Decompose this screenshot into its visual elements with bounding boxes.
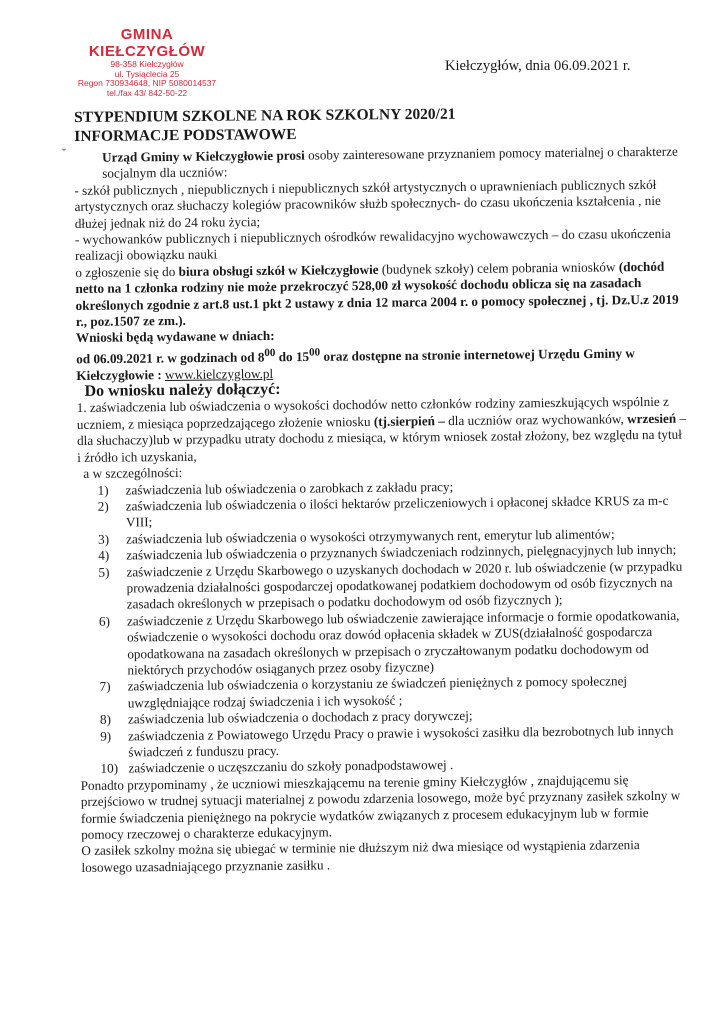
item-number: 7): [99, 679, 111, 695]
margin-mark: ˇ: [62, 146, 66, 160]
municipality-stamp: [62, 26, 232, 98]
item-text: zaświadczenia lub oświadczenia o korzystaniu ze świadczeń pieniężnych z pomocy społecznej uwzględniające rodzaj świadczenia i ich wysokość ;: [127, 673, 628, 711]
attach-text-e: – dla słuchaczy)lub w przypadku utraty dochodu z miesiąca, w którym wniosek został złożony, bez względu na tytuł i źródło ich uzyskania,: [76, 410, 687, 465]
item-text: zaświadczenia lub oświadczenia o ilości hektarów przeliczeniowych i opłaconej składce KRUS za m-c VIII;: [125, 492, 669, 530]
attach-text-c: dla uczniów oraz wychowanków,: [444, 411, 628, 429]
item-text: zaświadczenia lub oświadczenia o przyznanych świadczeniach rodzinnych, pielęgnacyjnych lub innych;: [126, 541, 677, 563]
item-number: 4): [98, 547, 110, 563]
issue-sup-1: 00: [264, 346, 276, 359]
attachments-list: [77, 476, 690, 778]
title-line-1: STYPENDIUM SZKOLNE NA ROK SZKOLNY 2020/21: [74, 105, 456, 126]
item-text: zaświadczenia lub oświadczenia o zarobkach z zakładu pracy;: [125, 478, 454, 497]
item-number: 2): [97, 498, 109, 514]
document-title: [74, 105, 456, 146]
title-line-2: INFORMACJE PODSTAWOWE: [74, 126, 297, 145]
attach-august: (tj.sierpień –: [373, 413, 445, 429]
intro-bullet-2: - wychowanków publicznych i niepublicznych ośrodków rewalidacyjno wychowawczych – do czasu ukończenia realizacji obowiązku nauki: [74, 225, 671, 264]
item-text: zaświadczenia lub oświadczenia o wysokości otrzymywanych rent, emerytur lub alimentów;: [125, 526, 615, 547]
closing-paragraph-1: Ponadto przypominamy , że uczniowi mieszkającemu na terenie gminy Kiełczygłów , znajdującemu się przejściowo w trudnej sytuacji materialnej z powodu zdarzenia losowego, może być przyznany zasiłek szkolny w formie świadczenia pieniężnego na pokrycie wydatków związanych z procesem edukacyjnym lub w formie pomocy rzeczowej o charakterze edukacyjnym.: [80, 772, 681, 843]
item-number: 1): [97, 482, 109, 498]
submit-office: biura obsługi szkół w Kiełczygłowie: [178, 261, 379, 279]
closing-paragraph-2: O zasiłek szkolny można się ubiegać w terminie nie dłuższym niż dwa miesiące od wystąpienia zdarzenia losowego uzasadniającego przyznanie zasiłku .: [81, 837, 640, 875]
intro-bullet-1: - szkół publicznych , niepublicznych i niepublicznych szkół artystycznych o uprawnieniach publicznych szkół artystycznych oraz słuchaczy kolegiów pracowników służb społecznych- do czasu ukończenia kształcenia , nie dłużej jednak niż do 24 roku życia;: [74, 176, 661, 231]
issue-text-2: do 15: [275, 348, 310, 365]
submit-text-2: (budynek szkoły) celem pobrania wniosków: [378, 259, 619, 277]
issue-sup-2: 00: [308, 346, 321, 359]
stamp-street: ul. Tysiąclecia 25: [114, 68, 180, 79]
intro-text: osoby zainteresowane przyznaniem pomocy materialnej o charakterze socjalnym dla uczniów:: [102, 143, 678, 182]
website-link[interactable]: www.kielczyglow.pl: [164, 365, 274, 382]
submit-paragraph: [75, 258, 686, 330]
list-item: [78, 558, 688, 614]
submit-text-1: o zgłoszenie się do: [75, 263, 179, 280]
attach-text-a: 1. zaświadczenia lub oświadczenia o wysokości dochodów netto członków rodziny zamieszkujących wspólnie z uczniem, z miesiąca poprzedzającego złożenie wniosku: [76, 394, 669, 432]
item-number: 10): [100, 760, 119, 777]
stamp-org: GMINA KIEŁCZYGŁÓW: [88, 26, 206, 60]
intro-bold: Urząd Gminy w Kiełczygłowie prosi: [101, 147, 305, 165]
issue-text-1: od 06.09.2021 r. w godzinach od 8: [76, 349, 265, 367]
item-number: 5): [98, 564, 110, 580]
item-text: zaświadczenia lub oświadczenia o dochodach z pracy dorywczej;: [127, 708, 473, 727]
document-date: Kiełczygłów, dnia 06.09.2021 r.: [445, 58, 631, 74]
stamp-regon: Regon 730934648, NIP 5080014537: [77, 78, 217, 88]
list-item: [79, 607, 690, 679]
item-text: zaświadczenia z Powiatowego Urzędu Pracy o prawie i wysokości zasiłku dla bezrobotnych lub innych świadczeń z funduszu pracy.: [128, 722, 674, 760]
attach-september: wrzesień: [627, 410, 677, 427]
item-number: 8): [99, 711, 112, 727]
attachments-heading: Do wniosku należy dołączyć:: [84, 380, 281, 400]
stamp-postcode: 98-358 Kiełczygłów: [110, 59, 184, 69]
item-text: zaświadczenie z Urzędu Skarbowego lub oświadczenie zawierające informacje o formie opodatkowania, oświadczenie o wysokości dochodu oraz dowód opłacenia składek w ZUS(działalność gospodarcza opodatkowana na zasadach określonych w przepisach o zryczałtowanym podatku dochodowym od niektórych przychodów osiąganych przez osoby fizyczne): [126, 607, 680, 678]
issue-details: [76, 340, 686, 384]
item-number: 6): [98, 613, 111, 629]
document-body: [74, 144, 692, 877]
income-limit: (dochód netto na 1 członka rodziny nie może przekroczyć 528,00 zł wysokość dochodu oblicza się na zasadach określonych zgodnie z art.8 ust.1 pkt 2 ustawy z dnia 12 marca 2004 r. o pomocy społecznej , tj. Dz.U.z 2019 r., poz.1507 ze zm.).: [75, 258, 679, 330]
stamp-phone: tel./fax 43/ 842-50-22: [106, 87, 188, 98]
issue-text-3: oraz dostępne na stronie internetowej Urzędu Gminy w Kiełczygłowie :: [76, 345, 635, 383]
item-number: 9): [100, 728, 112, 744]
item-number: 3): [97, 531, 110, 547]
attach-in-particular: a w szczególności:: [83, 464, 183, 482]
item-text: zaświadczenie z Urzędu Skarbowego o uzyskanych dochodach w 2020 r. lub oświadczenie (w przypadku prowadzenia działalności gospodarczej opodatkowanej podatkiem dochodowym od osób fizycznych na zasadach określonych w przepisach o podatku dochodowym od osób fizycznych );: [126, 558, 683, 612]
issue-heading: Wnioski będą wydawane w dniach:: [75, 328, 275, 346]
attachments-paragraph: [77, 394, 688, 466]
item-text: zaświadczenie o uczęszczaniu do szkoły ponadpodstawowej .: [128, 757, 454, 776]
